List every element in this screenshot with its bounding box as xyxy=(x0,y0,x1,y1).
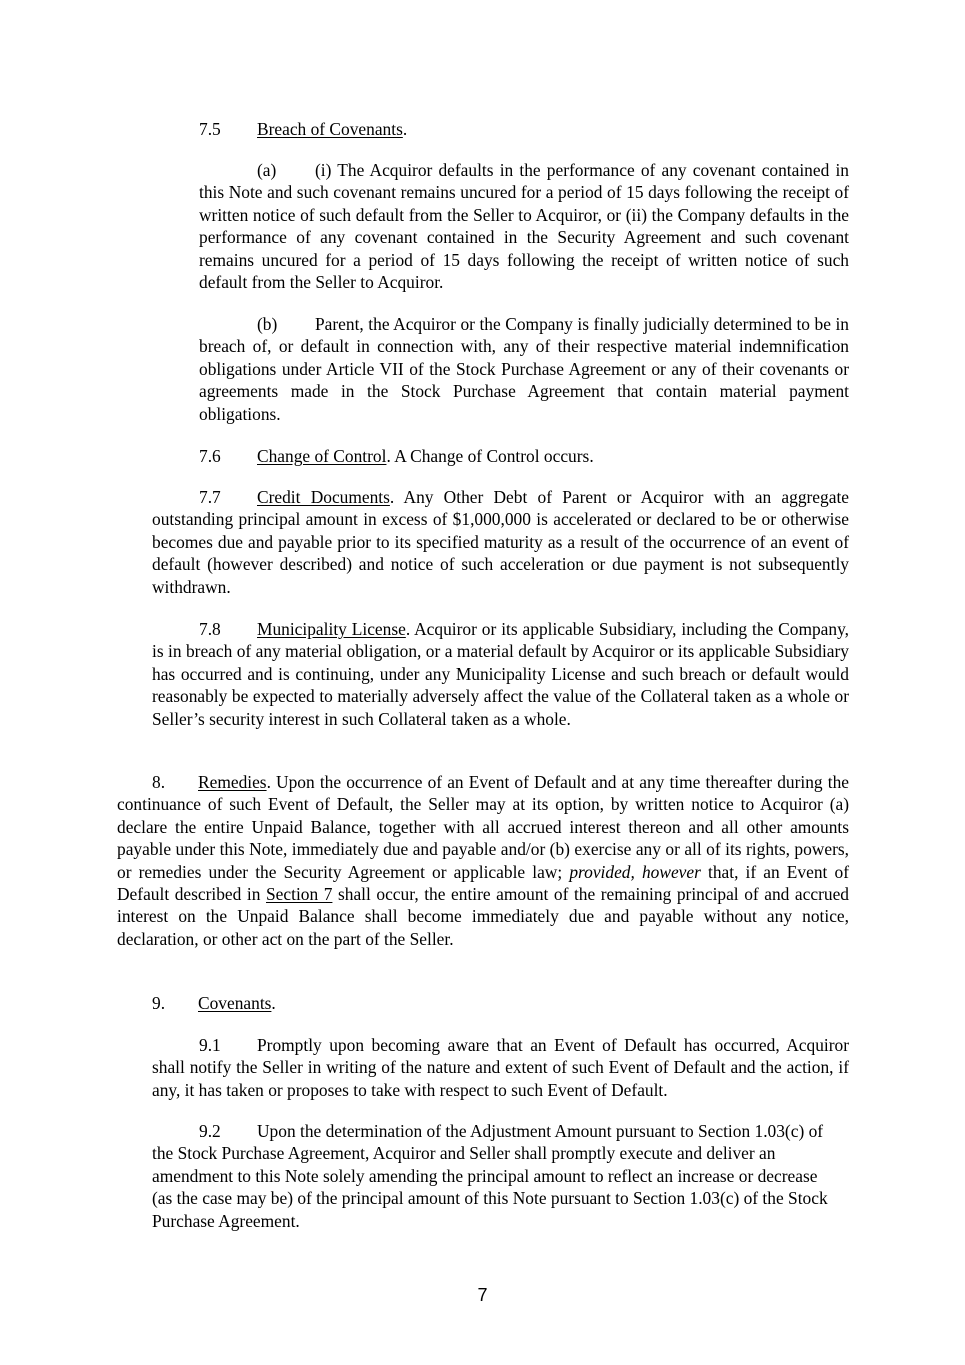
section-number: 7.7 xyxy=(199,487,221,507)
clause-label: (b) xyxy=(257,314,278,334)
section-7-5-b-paragraph: (b) Parent, the Acquiror or the Company is finally judicially determined to be in breach of, or default in connection with, any of their respective material indemnification obligations under Article VII of the Stock Purchase Agreement or any of their covenants or agreements made in the Stock Purchase Agreement that contain material payment obligations. xyxy=(199,314,849,424)
section-number: 8. xyxy=(152,772,166,792)
section-title: Municipality License xyxy=(257,619,406,639)
section-number: 7.6 xyxy=(199,446,221,466)
section-number: 9.1 xyxy=(199,1035,221,1055)
section-7-5-a-paragraph: (a) (i) The Acquiror defaults in the performance of any covenant contained in this Note and such covenant remains uncured for a period of 15 days following the receipt of written notice of such default from the Seller to Acquiror, or (ii) the Company defaults in the performance of any covenant contained in the Security Agreement and such covenant remains uncured for a period of 15 days following the receipt of written notice of such default from the Seller to Acquiror. xyxy=(199,160,849,293)
section-9-heading: 9. Covenants. xyxy=(152,993,276,1013)
page-number: 7 xyxy=(477,1285,488,1305)
section-title: Credit Documents xyxy=(257,487,390,507)
section-7-reference: Section 7 xyxy=(266,884,333,905)
clause-label: (a) xyxy=(257,160,277,180)
section-title: Breach of Covenants xyxy=(257,119,403,139)
section-7-7-paragraph: 7.7 Credit Documents. Any Other Debt of Parent or Acquiror with an aggregate outstanding principal amount in excess of $1,000,000 is accelerated or declared to be or otherwise becomes due and payable prior to its specified maturity as a result of the occurrence of an event of default (however described) and notice of such acceleration or due payment is not subsequently withdrawn. xyxy=(152,487,849,597)
section-number: 7.5 xyxy=(199,119,221,139)
section-9-1-paragraph: 9.1 Promptly upon becoming aware that an Event of Default has occurred, Acquiror shall notify the Seller in writing of the nature and extent of such Event of Default and the action, if any, it has taken or proposes to take with respect to such Event of Default. xyxy=(152,1035,849,1100)
section-9-2-paragraph: 9.2 Upon the determination of the Adjustment Amount pursuant to Section 1.03(c) of the Stock Purchase Agreement, Acquiror and Seller shall promptly execute and deliver an amendment to this Note solely amending the principal amount to reflect an increase or decrease (as the case may be) of the principal amount of this Note pursuant to Section 1.03(c) of the Stock Purchase Agreement. xyxy=(152,1121,828,1231)
section-7-6-paragraph: 7.6 Change of Control. A Change of Control occurs. xyxy=(199,446,594,466)
section-number: 7.8 xyxy=(199,619,221,639)
proviso-italic: provided, however xyxy=(569,861,701,882)
section-8-paragraph: 8. Remedies. Upon the occurrence of an Event of Default and at any time thereafter during the continuance of such Event of Default, the Seller may at its option, by written notice to Acquiror (a) declare the entire Unpaid Balance, together with all accrued interest thereon and all other amounts payable under this Note, immediately due and payable and/or (b) exercise any or all of its rights, powers, or remedies under the Security Agreement or applicable law; provided, however that, if an Event of Default described in Section 7 shall occur, the entire amount of the remaining principal of and accrued interest on the Unpaid Balance shall become immediately due and payable without any notice, declaration, or other act on the part of the Seller. xyxy=(117,772,849,949)
section-7-5-heading: 7.5 Breach of Covenants. xyxy=(199,119,408,139)
section-title: Change of Control xyxy=(257,446,387,466)
section-number: 9.2 xyxy=(199,1121,221,1141)
section-7-8-paragraph: 7.8 Municipality License. Acquiror or its applicable Subsidiary, including the Company, is in breach of any material obligation, or a material default by Acquiror or its applicable Subsidiary has occurred and is continuing, under any Municipality License and such breach or default would reasonably be expected to materially adversely affect the value of the Collateral taken as a whole or Seller’s security interest in such Collateral taken as a whole. xyxy=(152,619,849,729)
section-title: Covenants xyxy=(198,993,272,1013)
section-number: 9. xyxy=(152,993,166,1013)
section-title: Remedies xyxy=(198,772,267,792)
